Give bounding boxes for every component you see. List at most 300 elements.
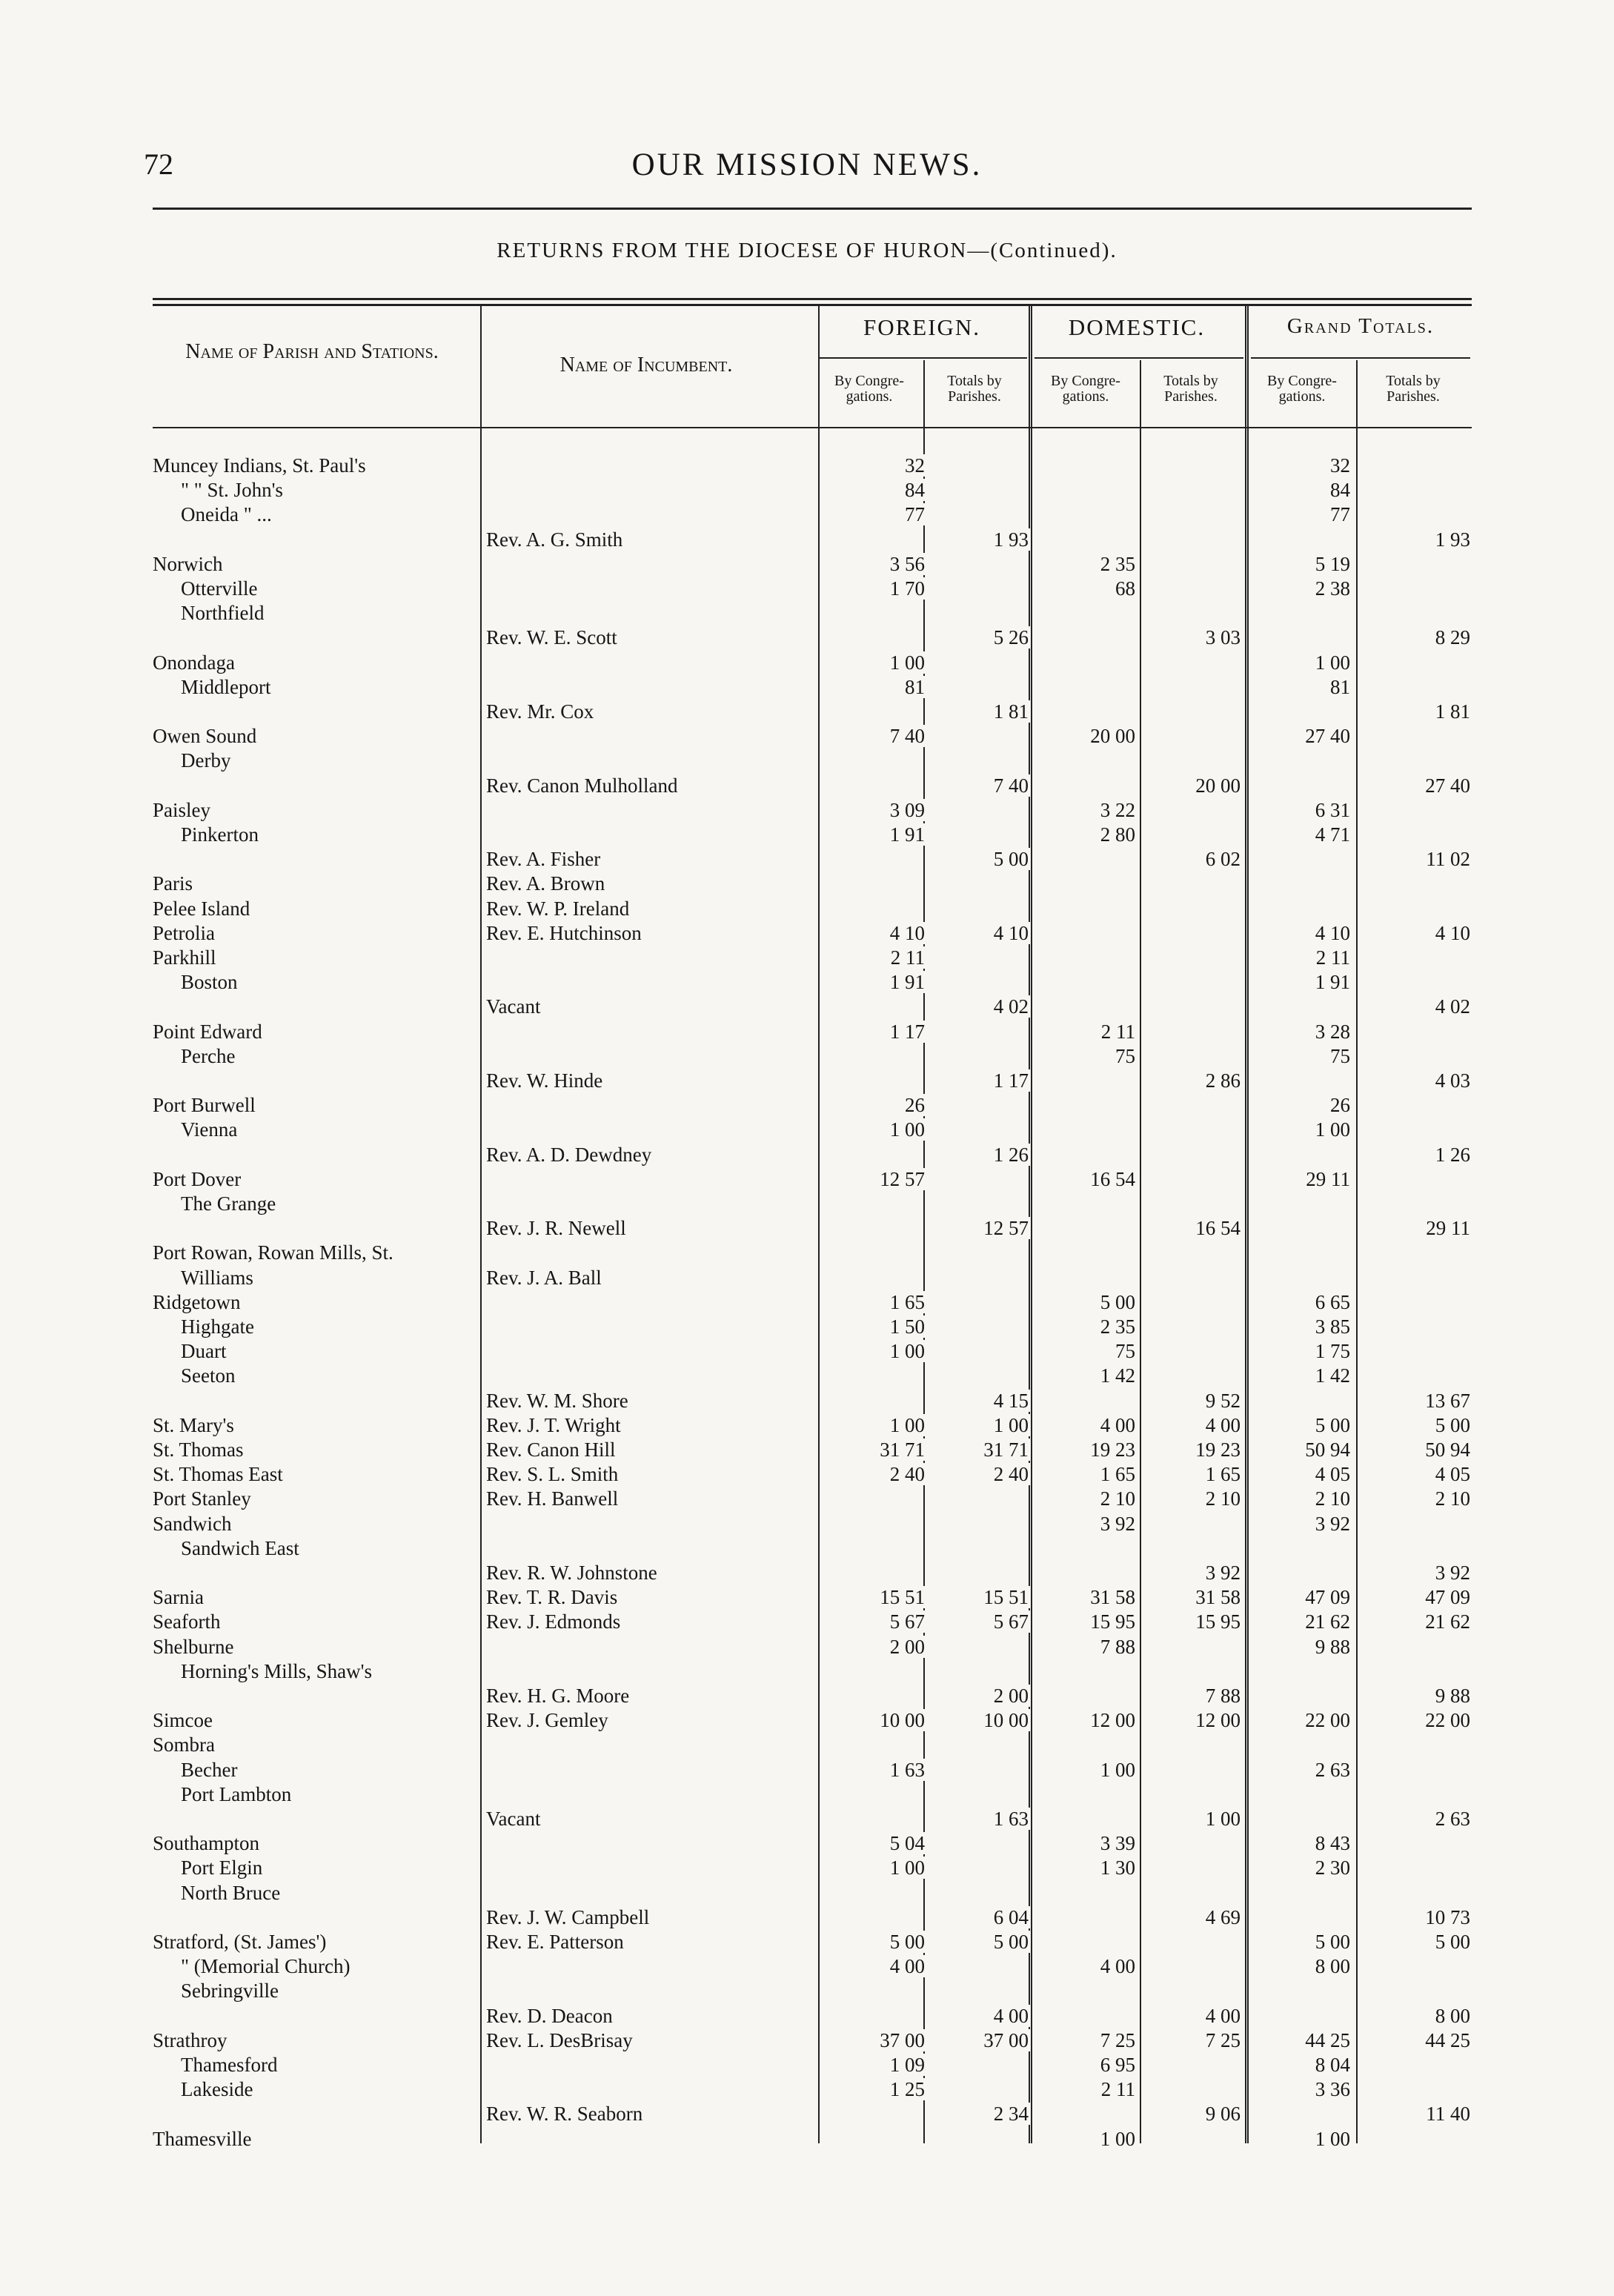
fb-value: 15 51 [877, 1586, 926, 1608]
gt-cell [1355, 1339, 1472, 1364]
ft-value: 5 67 [992, 1610, 1030, 1633]
gt-cell [1355, 872, 1472, 896]
dt-cell [1141, 1684, 1242, 1708]
parish-cell [153, 1536, 477, 1561]
gt-cell [1355, 1758, 1472, 1782]
ft-cell [929, 1684, 1030, 1708]
dt-value: 9 52 [1203, 1390, 1242, 1412]
db-value: 7 25 [1098, 2029, 1137, 2051]
incumbent-cell [483, 1807, 818, 1831]
fb-value: 1 91 [888, 823, 926, 846]
parish-name: Simcoe [153, 1708, 216, 1733]
incumbent-name: Rev. W. M. Shore [483, 1389, 631, 1413]
incumbent-cell [483, 1512, 818, 1536]
table-row [153, 1905, 1472, 1930]
gb-cell [1248, 2004, 1352, 2028]
ft-cell [929, 675, 1030, 700]
db-cell [1035, 1856, 1137, 1880]
db-cell [1035, 478, 1137, 502]
parish-name: Middleport [153, 675, 274, 700]
gt-cell [1355, 1216, 1472, 1241]
incumbent-cell [483, 1364, 818, 1388]
fb-cell [823, 1782, 926, 1807]
parish-cell [153, 1044, 477, 1069]
gb-value: 2 30 [1313, 1857, 1352, 1879]
ft-cell [929, 897, 1030, 921]
fb-value: 1 00 [888, 1340, 926, 1362]
db-cell [1035, 1438, 1137, 1462]
fb-cell [823, 1536, 926, 1561]
incumbent-cell [483, 1290, 818, 1315]
dt-cell [1141, 626, 1242, 650]
incumbent-cell [483, 577, 818, 601]
fb-cell [823, 1192, 926, 1216]
gt-cell [1355, 1635, 1472, 1659]
gb-cell [1248, 1069, 1352, 1093]
domestic-group-heading: DOMESTIC. [1068, 314, 1206, 340]
header-rule [153, 208, 1472, 210]
gt-cell [1355, 1118, 1472, 1142]
gt-value: 5 00 [1433, 1414, 1472, 1436]
gt-cell [1355, 823, 1472, 847]
parish-cell [153, 454, 477, 478]
parish-name: Lakeside [153, 2077, 256, 2102]
fb-cell [823, 798, 926, 823]
table-row [153, 2102, 1472, 2126]
fb-cell [823, 847, 926, 872]
gt-cell [1355, 970, 1472, 995]
grand-totals-group-heading: Grand Totals. [1286, 314, 1435, 338]
gt-value: 4 03 [1433, 1069, 1472, 1092]
db-value: 2 11 [1099, 2078, 1137, 2100]
ft-cell [929, 995, 1030, 1019]
db-cell [1035, 2102, 1137, 2126]
dt-cell [1141, 1290, 1242, 1315]
db-cell [1035, 626, 1137, 650]
incumbent-cell [483, 970, 818, 995]
table-row [153, 1487, 1472, 1511]
fb-value: 26 [903, 1094, 926, 1116]
ft-cell [929, 970, 1030, 995]
incumbent-cell [483, 1093, 818, 1118]
gb-value: 4 05 [1313, 1463, 1352, 1485]
parish-name: Owen Sound [153, 724, 259, 749]
table-row [153, 1438, 1472, 1462]
gt-cell [1355, 1979, 1472, 2003]
incumbent-cell [483, 946, 818, 970]
db-cell [1035, 552, 1137, 577]
incumbent-cell [483, 2028, 818, 2053]
parish-name: " (Memorial Church) [153, 1954, 353, 1979]
dt-cell [1141, 1536, 1242, 1561]
db-cell [1035, 2028, 1137, 2053]
grand-totals-heading: Totals by Parishes. [1386, 373, 1441, 405]
table-row [153, 1979, 1472, 2003]
incumbent-cell [483, 2102, 818, 2126]
db-cell [1035, 1708, 1137, 1733]
table-row [153, 1610, 1472, 1634]
dt-cell [1141, 1044, 1242, 1069]
db-cell [1035, 1339, 1137, 1364]
gb-cell [1248, 1856, 1352, 1880]
ft-value: 5 26 [992, 626, 1030, 648]
incumbent-cell [483, 1462, 818, 1487]
gt-cell [1355, 1610, 1472, 1634]
gt-value: 22 00 [1423, 1709, 1472, 1731]
db-cell [1035, 1807, 1137, 1831]
gb-cell [1248, 1659, 1352, 1684]
db-value: 7 88 [1098, 1636, 1137, 1658]
db-cell [1035, 1659, 1137, 1684]
page-number: 72 [144, 147, 173, 181]
parish-name: Boston [153, 970, 241, 995]
fb-cell [823, 552, 926, 577]
fb-cell [823, 1856, 926, 1880]
incumbent-cell [483, 2004, 818, 2028]
ft-value: 2 00 [992, 1685, 1030, 1707]
table-row [153, 1339, 1472, 1364]
db-cell [1035, 577, 1137, 601]
incumbent-cell [483, 724, 818, 749]
fb-value: 1 25 [888, 2078, 926, 2100]
db-cell [1035, 724, 1137, 749]
incumbent-cell [483, 1315, 818, 1339]
gb-cell [1248, 1758, 1352, 1782]
dt-cell [1141, 1266, 1242, 1290]
ft-value: 37 00 [981, 2029, 1030, 2051]
dt-cell [1141, 1635, 1242, 1659]
fb-cell [823, 1807, 926, 1831]
table-row [153, 478, 1472, 502]
fb-cell [823, 2127, 926, 2151]
gb-cell [1248, 1462, 1352, 1487]
ft-cell [929, 2102, 1030, 2126]
table-row [153, 1044, 1472, 1069]
gb-value: 5 00 [1313, 1931, 1352, 1953]
parish-name: Otterville [153, 577, 260, 601]
table-row [153, 1807, 1472, 1831]
ft-value: 10 00 [981, 1709, 1030, 1731]
parish-name: Thamesville [153, 2127, 254, 2151]
parish-cell [153, 1610, 477, 1634]
gt-value: 11 40 [1424, 2103, 1472, 2125]
incumbent-name: Rev. W. Hinde [483, 1069, 605, 1093]
table-row [153, 1290, 1472, 1315]
parish-cell [153, 1561, 477, 1585]
dt-cell [1141, 2102, 1242, 2126]
table-row [153, 2053, 1472, 2077]
parish-cell [153, 1856, 477, 1880]
db-cell [1035, 1044, 1137, 1069]
parish-cell [153, 1979, 477, 2003]
dt-cell [1141, 552, 1242, 577]
dt-cell [1141, 872, 1242, 896]
incumbent-cell [483, 1831, 818, 1856]
fb-cell [823, 1438, 926, 1462]
fb-cell [823, 1758, 926, 1782]
gb-value: 3 36 [1313, 2078, 1352, 2100]
fb-cell [823, 1290, 926, 1315]
gt-cell [1355, 1905, 1472, 1930]
db-cell [1035, 1413, 1137, 1438]
gt-cell [1355, 1512, 1472, 1536]
incumbent-cell [483, 1339, 818, 1364]
parish-cell [153, 1093, 477, 1118]
gt-value: 44 25 [1423, 2029, 1472, 2051]
parish-cell [153, 872, 477, 896]
parish-cell [153, 1733, 477, 1757]
gt-cell [1355, 1438, 1472, 1462]
table-row [153, 970, 1472, 995]
table-row [153, 502, 1472, 527]
incumbent-name: Rev. H. G. Moore [483, 1684, 632, 1708]
dt-cell [1141, 724, 1242, 749]
gt-cell [1355, 1930, 1472, 1954]
fb-cell [823, 1561, 926, 1585]
gb-value: 2 10 [1313, 1487, 1352, 1510]
db-cell [1035, 601, 1137, 626]
gt-cell [1355, 1561, 1472, 1585]
dt-cell [1141, 2077, 1242, 2102]
ft-value: 5 00 [992, 1931, 1030, 1953]
parish-cell [153, 2077, 477, 2102]
gb-cell [1248, 1831, 1352, 1856]
dt-cell [1141, 1585, 1242, 1610]
db-cell [1035, 1610, 1137, 1634]
fb-value: 1 63 [888, 1759, 926, 1781]
incumbent-cell [483, 995, 818, 1019]
dt-cell [1141, 897, 1242, 921]
parish-cell [153, 1758, 477, 1782]
dt-value: 31 58 [1193, 1586, 1242, 1608]
dt-cell [1141, 847, 1242, 872]
parish-name: Sarnia [153, 1585, 207, 1610]
parish-name: Seaforth [153, 1610, 223, 1634]
fb-cell [823, 1339, 926, 1364]
incumbent-cell [483, 478, 818, 502]
db-cell [1035, 1512, 1137, 1536]
parish-name: Sebringville [153, 1979, 282, 2003]
table-row [153, 921, 1472, 946]
gb-cell [1248, 1438, 1352, 1462]
fb-cell [823, 1167, 926, 1192]
parish-cell [153, 1881, 477, 1905]
table-row [153, 995, 1472, 1019]
fb-value: 31 71 [877, 1439, 926, 1461]
ft-value: 4 15 [992, 1390, 1030, 1412]
db-cell [1035, 1684, 1137, 1708]
gt-cell [1355, 1831, 1472, 1856]
ft-cell [929, 700, 1030, 724]
gt-cell [1355, 1266, 1472, 1290]
dt-value: 3 92 [1203, 1562, 1242, 1584]
fb-value: 32 [903, 454, 926, 477]
gb-cell [1248, 502, 1352, 527]
parish-name: Sombra [153, 1733, 218, 1757]
gt-cell [1355, 1315, 1472, 1339]
ft-cell [929, 1487, 1030, 1511]
table-row [153, 1831, 1472, 1856]
dt-cell [1141, 1561, 1242, 1585]
parish-name: Parkhill [153, 946, 219, 970]
gb-value: 75 [1328, 1045, 1352, 1067]
table-row [153, 749, 1472, 773]
ft-cell [929, 798, 1030, 823]
incumbent-cell [483, 1266, 818, 1290]
fb-cell [823, 1020, 926, 1044]
table-row [153, 1512, 1472, 1536]
fb-value: 2 11 [889, 946, 926, 969]
gt-cell [1355, 502, 1472, 527]
fb-cell [823, 970, 926, 995]
ft-cell [929, 2077, 1030, 2102]
gb-cell [1248, 847, 1352, 872]
db-value: 3 92 [1098, 1513, 1137, 1535]
dt-value: 15 95 [1193, 1610, 1242, 1633]
gb-cell [1248, 601, 1352, 626]
db-value: 2 80 [1098, 823, 1137, 846]
db-cell [1035, 1905, 1137, 1930]
gt-value: 1 26 [1433, 1144, 1472, 1166]
gt-cell [1355, 724, 1472, 749]
incumbent-cell [483, 1708, 818, 1733]
incumbent-name: Rev. H. Banwell [483, 1487, 621, 1511]
dt-cell [1141, 1167, 1242, 1192]
gb-value: 21 62 [1303, 1610, 1352, 1633]
db-value: 68 [1113, 577, 1137, 600]
db-cell [1035, 749, 1137, 773]
fb-cell [823, 454, 926, 478]
db-cell [1035, 872, 1137, 896]
incumbent-name: Rev. J. R. Newell [483, 1216, 629, 1241]
parish-cell [153, 1364, 477, 1388]
incumbent-cell [483, 1167, 818, 1192]
dt-cell [1141, 1192, 1242, 1216]
db-cell [1035, 1069, 1137, 1093]
db-cell [1035, 1881, 1137, 1905]
incumbent-cell [483, 1930, 818, 1954]
ft-cell [929, 1856, 1030, 1880]
parish-cell [153, 995, 477, 1019]
table-row [153, 1389, 1472, 1413]
gb-cell [1248, 1487, 1352, 1511]
table-row [153, 2127, 1472, 2151]
dt-cell [1141, 1782, 1242, 1807]
fb-cell [823, 1610, 926, 1634]
gt-value: 10 73 [1423, 1906, 1472, 1928]
ft-cell [929, 1979, 1030, 2003]
incumbent-cell [483, 2077, 818, 2102]
gb-cell [1248, 577, 1352, 601]
dt-cell [1141, 528, 1242, 552]
incumbent-cell [483, 552, 818, 577]
db-cell [1035, 774, 1137, 798]
db-value: 3 39 [1098, 1832, 1137, 1854]
dt-cell [1141, 1708, 1242, 1733]
fb-cell [823, 1044, 926, 1069]
ft-cell [929, 454, 1030, 478]
fb-value: 1 00 [888, 651, 926, 674]
db-cell [1035, 1389, 1137, 1413]
dt-cell [1141, 823, 1242, 847]
gt-cell [1355, 1020, 1472, 1044]
incumbent-cell [483, 626, 818, 650]
dt-cell [1141, 1118, 1242, 1142]
incumbent-name: Rev. R. W. Johnstone [483, 1561, 660, 1585]
gt-cell [1355, 1684, 1472, 1708]
fb-value: 10 00 [877, 1709, 926, 1731]
parish-cell [153, 1339, 477, 1364]
incumbent-cell [483, 1413, 818, 1438]
gb-cell [1248, 1585, 1352, 1610]
gb-cell [1248, 1733, 1352, 1757]
db-value: 1 42 [1098, 1364, 1137, 1387]
gb-cell [1248, 774, 1352, 798]
ft-value: 7 40 [992, 774, 1030, 797]
grand-by-congregations-heading: By Congre-gations. [1267, 373, 1337, 405]
ft-value: 1 63 [992, 1808, 1030, 1830]
fb-value: 1 00 [888, 1857, 926, 1879]
ft-cell [929, 823, 1030, 847]
dt-cell [1141, 970, 1242, 995]
incumbent-name: Rev. A. G. Smith [483, 528, 625, 552]
table-row [153, 823, 1472, 847]
db-cell [1035, 1093, 1137, 1118]
db-cell [1035, 1561, 1137, 1585]
parish-cell [153, 724, 477, 749]
parish-name: " " St. John's [153, 478, 286, 502]
gt-value: 21 62 [1423, 1610, 1472, 1633]
gb-cell [1248, 1241, 1352, 1265]
incumbent-column-heading: Name of Incumbent. [559, 354, 733, 376]
fb-cell [823, 1315, 926, 1339]
gb-value: 4 10 [1313, 922, 1352, 944]
dt-value: 20 00 [1193, 774, 1242, 797]
parish-name: Ridgetown [153, 1290, 244, 1315]
parish-cell [153, 823, 477, 847]
db-value: 1 65 [1098, 1463, 1137, 1485]
gb-cell [1248, 1143, 1352, 1167]
table-row [153, 528, 1472, 552]
table-row [153, 1069, 1472, 1093]
fb-cell [823, 1659, 926, 1684]
gt-cell [1355, 847, 1472, 872]
parish-cell [153, 1438, 477, 1462]
gt-cell [1355, 577, 1472, 601]
dt-cell [1141, 577, 1242, 601]
dt-cell [1141, 1733, 1242, 1757]
fb-value: 1 70 [888, 577, 926, 600]
table-row [153, 798, 1472, 823]
incumbent-name: Rev. Mr. Cox [483, 700, 597, 724]
gb-cell [1248, 995, 1352, 1019]
gt-cell [1355, 1290, 1472, 1315]
incumbent-cell [483, 651, 818, 675]
gb-cell [1248, 1979, 1352, 2003]
gb-cell [1248, 724, 1352, 749]
gt-value: 11 02 [1424, 848, 1472, 870]
dt-cell [1141, 2004, 1242, 2028]
ft-cell [929, 1782, 1030, 1807]
fb-cell [823, 1954, 926, 1979]
gb-cell [1248, 872, 1352, 896]
incumbent-cell [483, 872, 818, 896]
parish-cell [153, 1659, 477, 1684]
dt-cell [1141, 1389, 1242, 1413]
gt-cell [1355, 2102, 1472, 2126]
gt-cell [1355, 2053, 1472, 2077]
incumbent-cell [483, 1782, 818, 1807]
